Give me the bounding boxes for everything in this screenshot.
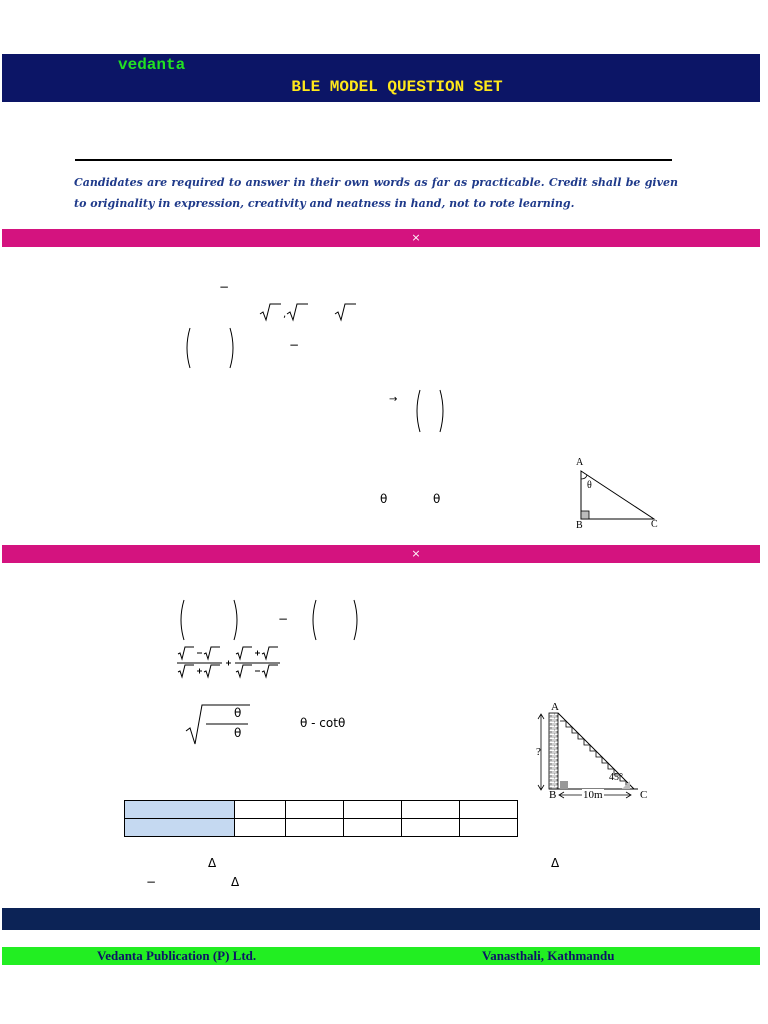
ladder-wall-figure: [530, 703, 660, 803]
parenthesis-pair: [414, 389, 446, 433]
table-cell: [286, 801, 344, 819]
right-triangle-figure: [570, 457, 665, 532]
brand-name: vedanta: [118, 56, 186, 74]
minus-sign: −: [278, 612, 289, 626]
data-table: [124, 800, 518, 837]
radical-fraction-expression: [176, 645, 284, 681]
footer-bar: [2, 908, 760, 930]
publisher-name: Vedanta Publication (P) Ltd.: [97, 948, 257, 963]
theta-cot-expression: θ - cotθ: [300, 716, 346, 730]
table-cell: [460, 801, 518, 819]
table-cell: [460, 819, 518, 837]
height-unknown-label: ?: [536, 746, 541, 758]
theta-symbol: θ: [433, 492, 441, 506]
table-cell: [235, 801, 286, 819]
table-header-cell: [125, 819, 235, 837]
parenthesis-pair: [310, 599, 360, 641]
parenthesis-pair: [184, 327, 236, 369]
square-root-fraction: [184, 703, 252, 745]
vertex-label-b: B: [576, 520, 583, 531]
publisher-location: Vanasthali, Kathmandu: [482, 948, 615, 963]
delta-symbol: Δ: [551, 856, 560, 870]
table-cell: [402, 801, 460, 819]
question-set-title: BLE MODEL QUESTION SET: [291, 78, 503, 96]
table-header-cell: [125, 801, 235, 819]
vertex-label-a: A: [576, 457, 584, 468]
theta-symbol: θ: [380, 492, 388, 506]
vertex-label-a: A: [551, 701, 559, 713]
arrow-sign: →: [389, 394, 398, 405]
parenthesis-pair: [178, 599, 240, 641]
minus-sign: −: [289, 338, 300, 352]
delta-symbol: Δ: [231, 875, 240, 889]
distance-label-10m: 10m: [583, 789, 603, 801]
vertex-label-c: C: [651, 519, 658, 530]
angle-label-45: 45°: [609, 772, 623, 783]
minus-sign: −: [219, 280, 230, 294]
table-cell: [344, 801, 402, 819]
table-cell: [344, 819, 402, 837]
vertex-label-b: B: [549, 789, 557, 801]
table-row: [125, 801, 518, 819]
theta-symbol: θ: [234, 706, 242, 720]
table-row: [125, 819, 518, 837]
divider-line: [75, 159, 672, 161]
theta-symbol: θ: [234, 726, 242, 740]
candidate-instructions: Candidates are required to answer in their own words as far as practicable. Credit shall be given to originality in expression, creativity and neatness in hand, not to rote learning.: [74, 176, 678, 210]
delta-symbol: Δ: [208, 856, 217, 870]
section-bar-2: ×: [2, 545, 760, 563]
table-cell: [286, 819, 344, 837]
vertex-label-c: C: [640, 789, 648, 801]
table-cell: [402, 819, 460, 837]
minus-sign: −: [146, 875, 157, 889]
radical-signs: [259, 302, 359, 322]
table-cell: [235, 819, 286, 837]
section-bar-1: ×: [2, 229, 760, 247]
angle-label-theta: θ: [587, 480, 592, 491]
svg-text:,: ,: [283, 309, 287, 320]
